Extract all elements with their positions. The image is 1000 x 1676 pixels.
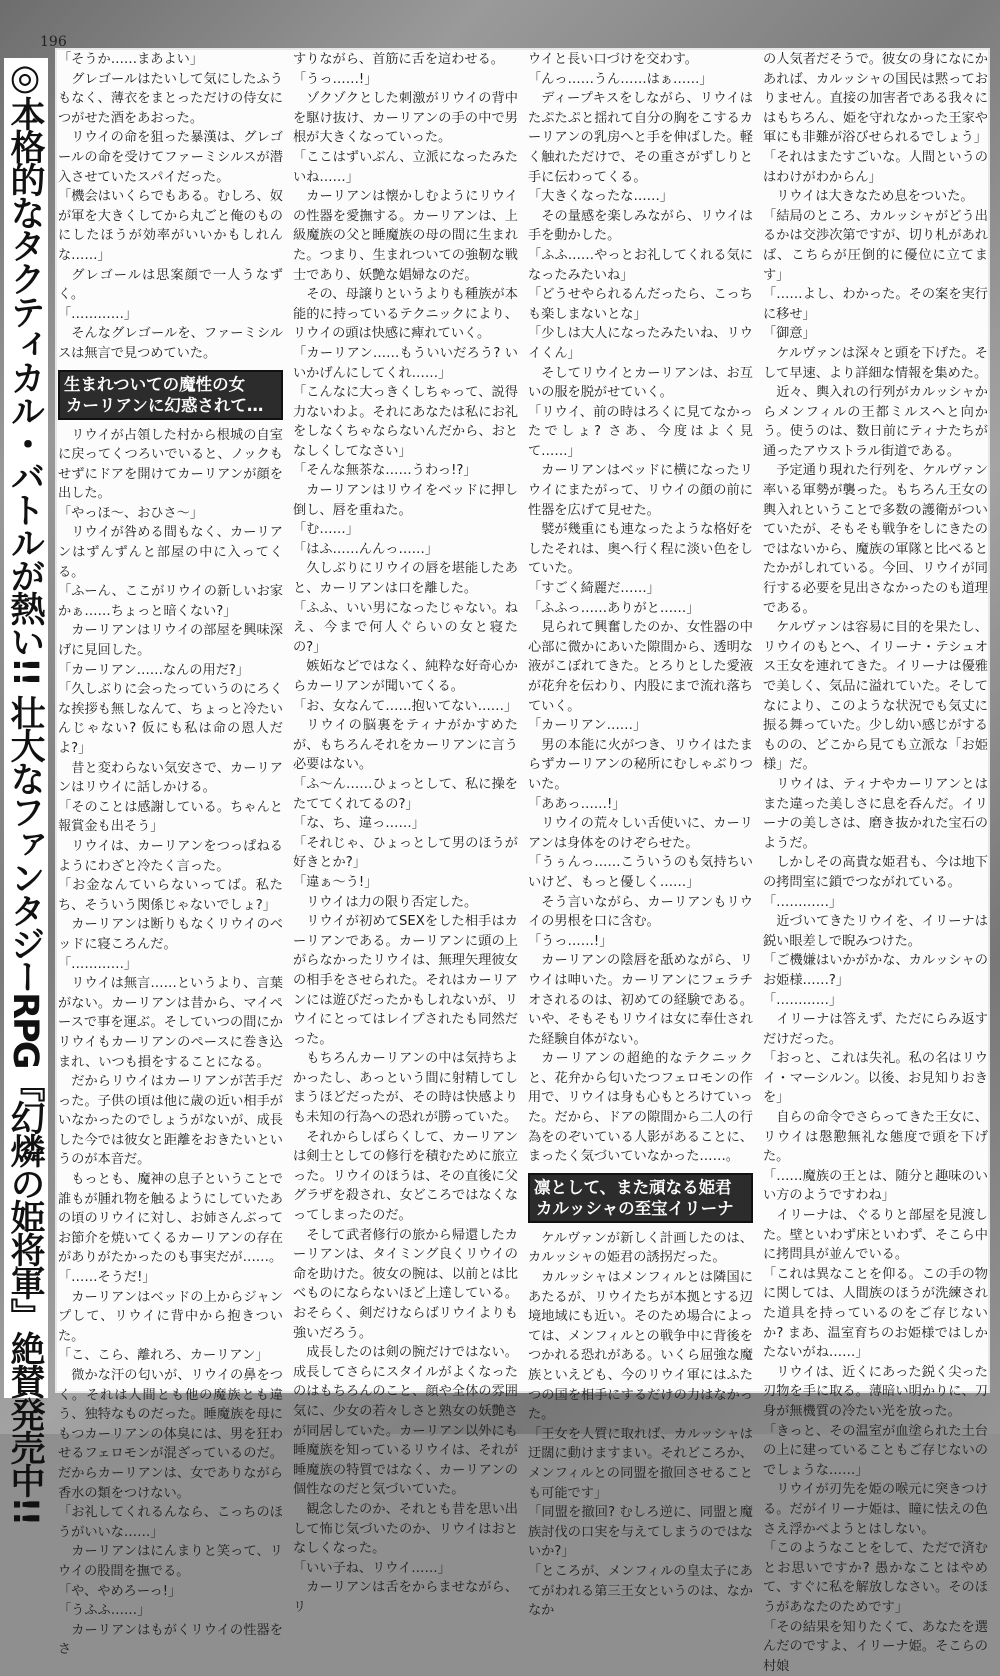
dialogue-line: 「……よし、わかった。その案を実行に移せ」: [763, 285, 988, 324]
dialogue-line: 「…………」: [763, 991, 988, 1011]
column-1: [58, 50, 283, 1380]
body-paragraph: もちろんカーリアンの中は気持ちよかったし、あっという間に射精してしまうほどだったが、その時は快感よりも未知の行為への恐れが勝っていた。: [293, 1049, 518, 1127]
dialogue-line: 「御意」: [763, 324, 988, 344]
dialogue-line: 「はふ……んんっ……」: [293, 540, 518, 560]
body-paragraph: その量感を楽しみながら、リウイは手を動かした。: [528, 207, 753, 246]
body-paragraph: カーリアンは断りもなくリウイのベッドに寝ころんだ。: [58, 915, 283, 954]
body-paragraph: リウイの荒々しい舌使いに、カーリアンは身体をのけぞらせた。: [528, 814, 753, 853]
dialogue-line: 「こ、こら、離れろ、カーリアン」: [58, 1346, 283, 1366]
body-paragraph: リウイが刃先を姫の喉元に突きつける。だがイリーナ姫は、瞳に怯えの色さえ浮かべようとはしない。: [763, 1480, 988, 1539]
dialogue-line: 「その結果を知りたくて、あなたを選んだのですよ、イリーナ姫。そこらの村娘: [763, 1618, 988, 1676]
body-paragraph: だからリウイはカーリアンが苦手だった。子供の頃は他に歳の近い相手がいなかったのでしょうがないが、成長した今では彼女と距離をおきたいというのが本音だ。: [58, 1072, 283, 1170]
body-paragraph: しかしその高貴な姫君も、今は地下の拷問室に鎖でつながれている。: [763, 853, 988, 892]
body-paragraph: リウイは大きなため息をついた。: [763, 187, 988, 207]
body-paragraph: そして武者修行の旅から帰還したカーリアンは、タイミング良くリウイの命を助けた。彼女の腕は、以前とは比べものにならないほど上達している。おそらく、剣だけならばリウイよりも強いだろう。: [293, 1226, 518, 1344]
body-paragraph: カルッシャはメンフィルとは隣国にあたるが、リウイたちが本拠とする辺境地域にも近い。そのため場合によっては、メンフィルとの戦争中に背後をつかれる恐れがある。いくら屈強な魔族といえども、今のリウイ軍にはふたつの国を相手にするだけの力はなかった。: [528, 1268, 753, 1425]
dialogue-line: 「お礼してくれるんなら、こっちのほうがいいな……」: [58, 1503, 283, 1542]
dialogue-line: 「ふふ、いい男になったじゃない。ねえ、今まで何人ぐらいの女と寝たの?」: [293, 599, 518, 658]
dialogue-line: 「…………」: [763, 893, 988, 913]
body-paragraph: ケルヴァンが新しく計画したのは、カルッシャの姫君の誘拐だった。: [528, 1229, 753, 1268]
body-paragraph: リウイが初めてSEXをした相手はカーリアンである。カーリアンに頭の上がらなかったリウイは、無理矢理彼女の相手をさせられた。それはカーリアンには遊びだったかもしれないが、リウイにとってはレイプされたも同然だった。: [293, 912, 518, 1049]
dialogue-line: 「結局のところ、カルッシャがどう出るかは交渉次第ですが、切り札があれば、こちらが圧倒的に優位に立てます」: [763, 207, 988, 285]
body-paragraph: リウイは、カーリアンをつっぱねるようにわざと冷たく言った。: [58, 837, 283, 876]
body-paragraph: リウイの命を狙った暴漢は、グレゴールの命を受けてファーミシルスが潜入させていたスパイだった。: [58, 128, 283, 187]
body-paragraph: カーリアンはもがくリウイの性器をさ: [58, 1621, 283, 1660]
dialogue-line: 「それはまたすごいな。人間というのはわけがわからん」: [763, 148, 988, 187]
section-heading: [58, 370, 283, 420]
body-paragraph: ディープキスをしながら、リウイはたぷたぷと揺れて自分の胸をこするカーリアンの乳房へと手を伸ばした。軽く触れただけで、その重さがずしりと手に伝わってくる。: [528, 89, 753, 187]
body-paragraph: リウイは力の限り否定した。: [293, 893, 518, 913]
body-paragraph: カーリアンはリウイをベッドに押し倒し、唇を重ねた。: [293, 481, 518, 520]
column-3: [528, 50, 753, 1380]
body-paragraph: イリーナは、ぐるりと部屋を見渡した。壁といわず床といわず、そこら中に拷問具が並んでいる。: [763, 1206, 988, 1265]
body-paragraph: 成長したのは剣の腕だけではない。成長してさらにスタイルがよくなったのはもちろんのこと、顔や全体の雰囲気に、少女の若々しさと熟女の妖艶さが同居していた。カーリアン以外にも睡魔族を知っているリウイは、それが睡魔族の特質ではなく、カーリアンの個性なのだと気づいていた。: [293, 1343, 518, 1500]
section-heading-line-1: 凛として、また頑なる姫君: [534, 1177, 747, 1198]
dialogue-line: 「リウイ、前の時はろくに見てなかったでしょ? さあ、今度はよく見て……」: [528, 403, 753, 462]
dialogue-line: 「そんな無茶な……うわっ!?」: [293, 461, 518, 481]
page-number: 196: [40, 34, 67, 50]
dialogue-line: 「……そうだ!」: [58, 1268, 283, 1288]
body-paragraph: リウイの脳裏をティナがかすめたが、もちろんそれをカーリアンに言う必要はない。: [293, 716, 518, 775]
dialogue-line: 「や、やめろーっ!」: [58, 1582, 283, 1602]
dialogue-line: 「そうか……まあよい」: [58, 50, 283, 70]
body-paragraph: イリーナは答えず、ただにらみ返すだけだった。: [763, 1010, 988, 1049]
body-paragraph: 見られて興奮したのか、女性器の中心部に微かにあいた隙間から、透明な液がこぼれてきた。とろりとした愛液が花弁を伝わり、内股にまで流れ落ちていく。: [528, 618, 753, 716]
dialogue-line: の人気者だそうで。彼女の身になにかあれば、カルッシャの国民は黙っておりません。直接の加害者である我々にはもちろん、姫を守れなかった王家や軍にも非難が浴びせられるでしょう」: [763, 50, 988, 148]
section-heading-line-2: カルッシャの至宝イリーナ: [534, 1198, 747, 1219]
body-paragraph: カーリアンは舌をからませながら、リ: [293, 1578, 518, 1617]
dialogue-line: 「いい子ね、リウイ……」: [293, 1559, 518, 1579]
dialogue-line: 「大きくなったな……」: [528, 187, 753, 207]
body-paragraph: カーリアンはにんまりと笑って、リウイの股間を撫でる。: [58, 1542, 283, 1581]
body-paragraph: そしてリウイとカーリアンは、お互いの服を脱がせていく。: [528, 364, 753, 403]
dialogue-line: ウイと長い口づけを交わす。: [528, 50, 753, 70]
body-paragraph: グレゴールはたいして気にしたふうもなく、薄衣をまとっただけの侍女につがせた酒をあおった。: [58, 70, 283, 129]
dialogue-line: 「うぅんっ……こういうのも気持ちいいけど、もっと優しく……」: [528, 853, 753, 892]
dialogue-line: 「ふふ……やっとお礼してくれる気になったみたいね」: [528, 246, 753, 285]
dialogue-line: 「こんなに大っきくしちゃって、説得力ないわよ。それにあなたは私にお礼をしなくちゃならないんだから、おとなしくしてなさい」: [293, 383, 518, 461]
body-paragraph: カーリアンはリウイの部屋を興味深げに見回した。: [58, 621, 283, 660]
dialogue-line: 「すごく綺麗だ……」: [528, 579, 753, 599]
dialogue-line: 「それじゃ、ひょっとして男のほうが好きとか?」: [293, 834, 518, 873]
body-paragraph: リウイが占領した村から根城の自室に戻ってくつろいでいると、ノックもせずにドアを開けてカーリアンが顔を出した。: [58, 426, 283, 504]
dialogue-line: 「どうせやられるんだったら、こっちも楽しまないとな」: [528, 285, 753, 324]
body-paragraph: 襞が幾重にも連なったような格好をしたそれは、奥へ行く程に淡い色をしていた。: [528, 520, 753, 579]
dialogue-line: 「きっと、その温室が血塗られた土台の上に建っていることもご存じないのでしょうな……」: [763, 1422, 988, 1481]
body-paragraph: カーリアンの超絶的なテクニックと、花弁から匂いたつフェロモンの作用で、リウイは身も心もとろけていった。だから、ドアの隙間から二人の行為をのぞいている人影があることに、まったく気づいていなかった……。: [528, 1049, 753, 1167]
dialogue-line: 「な、ち、違っ……」: [293, 814, 518, 834]
dialogue-line: 「少しは大人になったみたいね、リウイくん」: [528, 324, 753, 363]
dialogue-line: 「そのことは感謝している。ちゃんと報賞金も出そう」: [58, 798, 283, 837]
dialogue-line: 「うっ……!」: [293, 70, 518, 90]
body-paragraph: そう言いながら、カーリアンもリウイの男根を口に含む。: [528, 893, 753, 932]
body-paragraph: それからしばらくして、カーリアンは剣士としての修行を積むために旅立った。リウイのほうは、その直後に父グラザを殺され、女どころではなくなってしまったのだ。: [293, 1128, 518, 1226]
dialogue-line: 「ふふっ……ありがと……」: [528, 599, 753, 619]
dialogue-line: すりながら、首筋に舌を這わせる。: [293, 50, 518, 70]
section-heading: [528, 1173, 753, 1223]
body-paragraph: カーリアンは懐かしむようにリウイの性器を愛撫する。カーリアンは、上級魔族の父と睡魔族の母の間に生まれた。つまり、生まれついての強靭な戦士であり、妖艶な娼婦なのだ。: [293, 187, 518, 285]
dialogue-line: 「…………」: [58, 955, 283, 975]
dialogue-line: 「ところが、メンフィルの皇太子にあてがわれる第三王女というのは、なかなか: [528, 1562, 753, 1621]
body-paragraph: カーリアンの陰唇を舐めながら、リウイは呻いた。カーリアンにフェラチオされるのは、初めての経験である。いや、そもそもリウイは女に奉仕された経験自体がない。: [528, 951, 753, 1049]
side-banner: [4, 58, 48, 1398]
dialogue-line: 「…………」: [58, 305, 283, 325]
column-4: [763, 50, 988, 1380]
dialogue-line: 「カーリアン……もういいだろう? いいかげんにしてくれ……」: [293, 344, 518, 383]
dialogue-line: 「同盟を撤回? むしろ逆に、同盟と魔族討伐の口実を与えてしまうのではないか?」: [528, 1503, 753, 1562]
body-paragraph: リウイは無言……というより、言葉がない。カーリアンは昔から、マイペースで事を運ぶ。そしていつの間にかリウイもカーリアンのペースに巻き込まれ、いつも損をすることになる。: [58, 974, 283, 1072]
body-paragraph: もっとも、魔神の息子ということで誰もが腫れ物を触るようにしていたあの頃のリウイに対し、お姉さんぶってお節介を焼いてくるカーリアンの存在がありがたかったのも事実だが……。: [58, 1170, 283, 1268]
body-paragraph: ケルヴァンは容易に目的を果たし、リウイのもとへ、イリーナ・テシュオス王女を連れてきた。イリーナは優雅で美しく、気品に溢れていた。そしてなにより、このような状況でも気丈に振る舞っていた。少し幼い感じがするものの、どこから見ても立派な「お姫様」だ。: [763, 618, 988, 775]
dialogue-line: 「王女を人質に取れば、カルッシャは迂闊に動けますまい。それどころか、メンフィルとの同盟を撤回させることも可能です」: [528, 1425, 753, 1503]
section-heading-line-1: 生まれついての魔性の女: [64, 374, 277, 395]
body-paragraph: その、母譲りというよりも種族が本能的に持っているテクニックにより、リウイの頭は快感に痺れていく。: [293, 285, 518, 344]
body-paragraph: リウイが咎める間もなく、カーリアンはずんずんと部屋の中に入ってくる。: [58, 523, 283, 582]
dialogue-line: 「ふーん、ここがリウイの新しいお家かぁ……ちょっと暗くない?」: [58, 582, 283, 621]
dialogue-line: 「うっ……!」: [528, 932, 753, 952]
body-paragraph: 観念したのか、それとも昔を思い出して怖じ気づいたのか、リウイはおとなしくなった。: [293, 1500, 518, 1559]
dialogue-line: 「ここはずいぶん、立派になったみたいね……」: [293, 148, 518, 187]
body-paragraph: 近々、輿入れの行列がカルッシャからメンフィルの王都ミルスへと向かう。使うのは、数日前にティナたちが通ったアウストラル街道である。: [763, 383, 988, 461]
body-paragraph: そんなグレゴールを、ファーミシルスは無言で見つめていた。: [58, 324, 283, 363]
body-paragraph: ケルヴァンは深々と頭を下げた。そして早速、より詳細な情報を集めた。: [763, 344, 988, 383]
body-paragraph: ゾクゾクとした刺激がリウイの背中を駆け抜け、カーリアンの手の中で男根が大きくなっていった。: [293, 89, 518, 148]
dialogue-line: 「お金なんていらないってば。私たち、そういう関係じゃないでしょ?」: [58, 876, 283, 915]
body-paragraph: カーリアンはベッドの上からジャンプして、リウイに背中から抱きついた。: [58, 1288, 283, 1347]
dialogue-line: 「おっと、これは失礼。私の名はリウイ・マーシルン。以後、お見知りおきを」: [763, 1049, 988, 1108]
dialogue-line: 「機会はいくらでもある。むしろ、奴が軍を大きくしてから丸ごと俺のものにしたほうが効率がいいかもしれんな……」: [58, 187, 283, 265]
body-paragraph: 昔と変わらない気安さで、カーリアンはリウイに話しかける。: [58, 759, 283, 798]
body-paragraph: 嫉妬などではなく、純粋な好奇心からカーリアンが聞いてくる。: [293, 657, 518, 696]
text-columns: [58, 50, 988, 1380]
body-paragraph: 微かな汗の匂いが、リウイの鼻をつく。それは人間とも他の魔族とも違う、独特なものだった。睡魔族を母にもつカーリアンの体臭には、男を狂わせるフェロモンが混ざっているのだ。だからカーリアンは、女でありながら香水の類をつけない。: [58, 1366, 283, 1503]
dialogue-line: 「これは異なことを仰る。この手の物に関しては、人間族のほうが洗練された道具を持っているのをご存じないか? まあ、温室育ちのお姫様ではしかたないがね……」: [763, 1265, 988, 1363]
body-paragraph: グレゴールは思案顔で一人うなずく。: [58, 266, 283, 305]
dialogue-line: 「ああっ……!」: [528, 795, 753, 815]
dialogue-line: 「ふ〜ん……ひょっとして、私に操をたててくれてるの?」: [293, 775, 518, 814]
dialogue-line: 「む……」: [293, 520, 518, 540]
body-paragraph: 自らの命令でさらってきた王女に、リウイは慇懃無礼な態度で頭を下げた。: [763, 1108, 988, 1167]
dialogue-line: 「うふふ……」: [58, 1601, 283, 1621]
dialogue-line: 「やっほ〜、おひさ〜」: [58, 504, 283, 524]
dialogue-line: 「お、女なんて……抱いてない……」: [293, 697, 518, 717]
dialogue-line: 「カーリアン……なんの用だ?」: [58, 661, 283, 681]
body-paragraph: リウイは、近くにあった鋭く尖った刃物を手に取る。薄暗い明かりに、刀身が無機質の冷たい光を放った。: [763, 1363, 988, 1422]
dialogue-line: 「カーリアン……」: [528, 716, 753, 736]
body-paragraph: 予定通り現れた行列を、ケルヴァン率いる軍勢が襲った。もちろん王女の輿入れということで多数の護衛がついていたが、そもそも戦争をしにきたのではないから、魔族の軍隊と比べるとたかがしれている。今回、リウイが同行する必要を見出さなかったのも道理である。: [763, 461, 988, 618]
body-paragraph: 男の本能に火がつき、リウイはたまらずカーリアンの秘所にむしゃぶりついた。: [528, 736, 753, 795]
column-2: [293, 50, 518, 1380]
section-heading-line-2: カーリアンに幻惑されて…: [64, 395, 277, 416]
dialogue-line: 「んっ……うん……はぁ……」: [528, 70, 753, 90]
body-paragraph: 近づいてきたリウイを、イリーナは鋭い眼差しで睨みつけた。: [763, 912, 988, 951]
body-paragraph: リウイは、ティナやカーリアンとはまた違った美しさに息を呑んだ。イリーナの美しさは、磨き抜かれた宝石のようだ。: [763, 775, 988, 853]
dialogue-line: 「ご機嫌はいかがかな、カルッシャのお姫様……?」: [763, 951, 988, 990]
dialogue-line: 「……魔族の王とは、随分と趣味のいい方のようですわね」: [763, 1167, 988, 1206]
side-banner-text: ◎本格的なタクティカル・バトルが熱い!! 壮大なファンタジーRPG『幻燐の姫将軍』絶賛発売中!!: [4, 58, 46, 1524]
dialogue-line: 「久しぶりに会ったっていうのにろくな挨拶も無しなんて、ちょっと冷たいんじゃない? 仮にも私は命の恩人だよ?」: [58, 680, 283, 758]
body-paragraph: カーリアンはベッドに横になったリウイにまたがって、リウイの顔の前に性器を広げて見せた。: [528, 461, 753, 520]
dialogue-line: 「このようなことをして、ただで済むとお思いですか? 愚かなことはやめて、すぐに私を解放しなさい。そのほうがあなたのためです」: [763, 1539, 988, 1617]
dialogue-line: 「違ぁ〜う!」: [293, 873, 518, 893]
body-paragraph: 久しぶりにリウイの唇を堪能したあと、カーリアンは口を離した。: [293, 559, 518, 598]
